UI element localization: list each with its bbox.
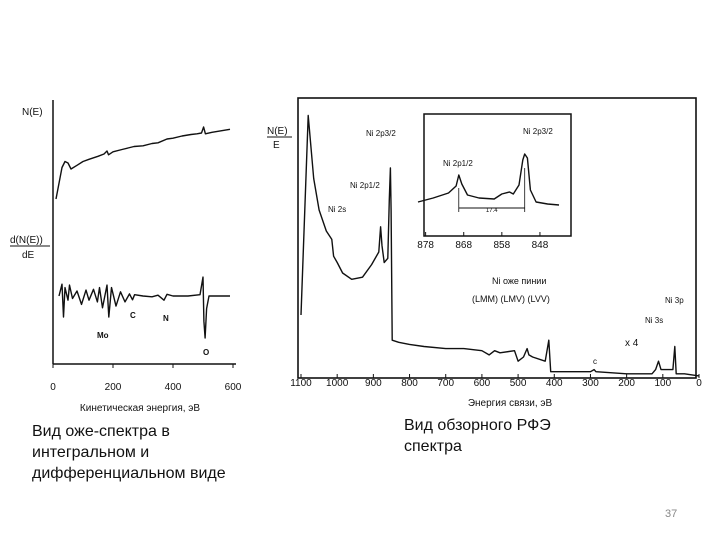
xps-inset-x-tick-label: 848 <box>531 240 549 251</box>
xps-ylabel-denominator: E <box>273 140 280 151</box>
xps-x-tick-label: 100 <box>654 378 672 389</box>
xps-inset-x-tick-label: 858 <box>493 240 511 251</box>
xps-label-c: c <box>593 357 597 366</box>
auger-x-tick-label: 200 <box>104 382 122 393</box>
xps-label-auger-transitions: (LMM) (LMV) (LVV) <box>472 294 550 304</box>
xps-label-ni-2p1-2: Ni 2p1/2 <box>350 181 380 190</box>
xps-x-tick-label: 700 <box>437 378 455 389</box>
xps-x-tick-label: 900 <box>365 378 382 389</box>
auger-peak-label-c: C <box>130 311 136 320</box>
auger-bottom-ylabel-numerator: d(N(E)) <box>10 235 43 246</box>
auger-x-tick-label: 400 <box>164 382 182 393</box>
xps-inset-label-ni-2p3-2: Ni 2p3/2 <box>523 127 553 136</box>
xps-x-tick-label: 200 <box>618 378 635 389</box>
xps-label-ni-3s: Ni 3s <box>645 316 664 325</box>
xps-x-tick-label: 600 <box>473 378 491 389</box>
auger-spectrum-caption: Вид оже-спектра в интегральном и дифференциальном виде <box>32 423 226 482</box>
xps-survey-chart <box>262 88 720 410</box>
auger-peak-label-mo: Mo <box>97 331 109 340</box>
xps-spectrum-caption: Вид обзорного РФЭ спектра <box>404 417 551 455</box>
auger-spectrum-chart <box>0 88 262 420</box>
xps-x-tick-label: 400 <box>545 378 563 389</box>
auger-x-tick-label: 0 <box>50 382 56 393</box>
xps-x-tick-label: 1100 <box>290 378 312 389</box>
xps-label-ni-2s: Ni 2s <box>328 205 347 214</box>
xps-inset-label-ni-2p1-2: Ni 2p1/2 <box>443 159 473 168</box>
xps-x-tick-label: 1000 <box>326 378 349 389</box>
xps-x-tick-label: 300 <box>582 378 599 389</box>
xps-label-ni-2p3-2: Ni 2p3/2 <box>366 129 396 138</box>
auger-peak-label-o: O <box>203 348 210 357</box>
xps-inset-splitting-value: 17.4 <box>485 208 498 214</box>
xps-inset-x-tick-label: 878 <box>417 240 434 251</box>
xps-label-ni-3p: Ni 3p <box>665 296 684 305</box>
xps-ylabel-numerator: N(E) <box>267 126 288 137</box>
xps-x-tick-label: 0 <box>696 378 702 389</box>
auger-x-tick-label: 600 <box>224 382 242 393</box>
auger-x-axis-title: Кинетическая энергия, эВ <box>79 403 201 414</box>
xps-label-x4: x 4 <box>625 338 639 349</box>
xps-x-tick-label: 800 <box>401 378 418 389</box>
xps-x-tick-label: 500 <box>509 378 527 389</box>
auger-peak-label-n: N <box>163 314 169 323</box>
auger-top-ylabel: N(E) <box>22 107 43 118</box>
xps-x-axis-title: Энергия связи, эВ <box>467 398 553 409</box>
xps-label-ni-auger-lines: Ni оже пинии <box>492 276 547 286</box>
auger-bottom-ylabel-denominator: dE <box>22 250 35 261</box>
xps-inset-x-tick-label: 868 <box>455 240 473 251</box>
slide-number: 37 <box>665 508 678 520</box>
